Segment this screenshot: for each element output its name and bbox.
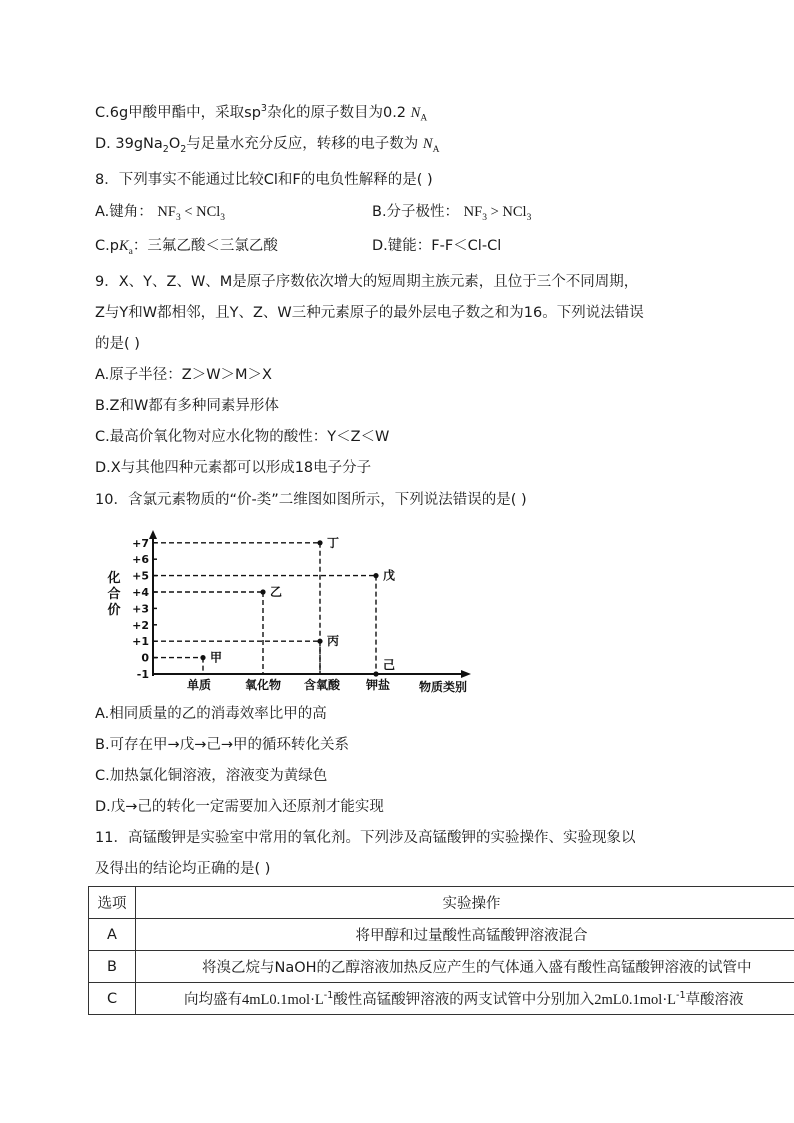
header-operation: 实验操作 xyxy=(136,887,794,919)
q11-stem-line1: 11．高锰酸钾是实验室中常用的氧化剂。下列涉及高锰酸钾的实验操作、实验现象以 xyxy=(95,830,636,846)
row-c-end: 草酸溶液 xyxy=(685,992,744,1008)
q8-a-prefix: A.键角： xyxy=(95,204,153,220)
row-c-operation xyxy=(136,983,794,1015)
q10-option-a: A.相同质量的乙的消毒效率比甲的高 xyxy=(95,706,327,722)
q11-stem-line2: 及得出的结论均正确的是( ) xyxy=(95,861,271,877)
q9-stem-line1: 9．X、Y、Z、W、M是原子序数依次增大的短周期主族元素，且位于三个不同周期， xyxy=(95,274,639,290)
data-point-乙 xyxy=(260,589,265,594)
row-c-conc1: 4mL0.1mol·L xyxy=(242,992,324,1008)
y-axis-label: 化 xyxy=(107,571,121,586)
q7-c-na: N xyxy=(410,104,421,121)
q7-d-mid: 与足量水充分反应，转移的电子数为 xyxy=(186,136,419,152)
q8-c-k: K xyxy=(118,238,129,254)
q7-d-o: O xyxy=(168,136,181,152)
y-tick-label: 0 xyxy=(141,651,149,665)
x-tick-label: 含氧酸 xyxy=(303,678,341,692)
y-tick-label: +3 xyxy=(132,602,149,616)
q10-option-b: B.可存在甲→戊→己→甲的循环转化关系 xyxy=(95,737,350,753)
q9-option-c: C.最高价氧化物对应水化物的酸性：Y＜Z＜W xyxy=(95,429,390,445)
q9-stem-line2: Z与Y和W都相邻，且Y、Z、W三种元素原子的最外层电子数之和为16。下列说法错误 xyxy=(95,305,644,321)
q8-b-f2: NCl xyxy=(502,204,527,220)
q7-c-na-sub: A xyxy=(420,113,428,124)
q8-b-f1: NF xyxy=(463,204,483,220)
y-tick-label: -1 xyxy=(136,668,149,681)
q8-c-rest: ：三氟乙酸＜三氯乙酸 xyxy=(132,238,278,254)
q9-option-b: B.Z和W都有多种同素异形体 xyxy=(95,398,279,414)
row-a-option: A xyxy=(89,919,136,951)
y-tick-label: +6 xyxy=(132,553,149,567)
row-a-operation: 将甲醇和过量酸性高锰酸钾溶液混合 xyxy=(136,919,794,951)
q7-option-d xyxy=(95,134,439,160)
point-label-乙: 乙 xyxy=(270,585,283,599)
table-row xyxy=(89,983,794,1015)
q8-a-s1: 3 xyxy=(175,212,181,223)
y-tick-label: +4 xyxy=(132,586,149,599)
q8-option-d: D.键能：F-F＜Cl-Cl xyxy=(372,238,502,254)
q8-a-formula xyxy=(157,204,226,223)
q8-a-op: < xyxy=(180,204,197,220)
y-tick-label: +5 xyxy=(132,569,149,583)
x-tick-label: 氧化物 xyxy=(244,678,282,692)
table-row xyxy=(89,919,794,951)
row-c-sup1: -1 xyxy=(323,990,334,1002)
point-label-甲: 甲 xyxy=(210,650,223,665)
row-c-option: C xyxy=(89,983,136,1015)
q8-a-s2: 3 xyxy=(220,212,226,223)
point-label-己: 己 xyxy=(383,658,396,672)
q8-option-a xyxy=(95,202,225,228)
chart-svg xyxy=(95,527,477,697)
q8-a-f2: NCl xyxy=(196,204,221,220)
x-tick-label: 钾盐 xyxy=(365,678,391,692)
q8-b-s2: 3 xyxy=(526,212,532,223)
data-point-己 xyxy=(373,671,378,676)
valence-class-chart xyxy=(95,527,477,697)
q8-c-ksub: a xyxy=(128,246,133,257)
q7-d-sub2: 2 xyxy=(180,143,187,155)
q7-d-sub1: 2 xyxy=(162,143,169,155)
q11-table xyxy=(88,886,794,1015)
q9-option-d: D.X与其他四种元素都可以形成18电子分子 xyxy=(95,460,372,476)
table-header-row xyxy=(89,887,794,919)
row-b-option: B xyxy=(89,951,136,983)
q7-d-na-sub: A xyxy=(432,144,440,155)
data-point-甲 xyxy=(200,655,205,660)
point-label-丁: 丁 xyxy=(327,535,340,550)
y-tick-label: +1 xyxy=(132,635,149,649)
q10-option-d: D.戊→己的转化一定需要加入还原剂才能实现 xyxy=(95,799,384,815)
table-row xyxy=(89,951,794,983)
header-option: 选项 xyxy=(89,887,136,919)
q8-c-prefix: C.p xyxy=(95,238,119,254)
row-c-mid: 酸性高锰酸钾溶液的两支试管中分别加入 xyxy=(333,992,595,1008)
q10-option-c: C.加热氯化铜溶液，溶液变为黄绿色 xyxy=(95,768,328,784)
y-axis-label: 合 xyxy=(107,587,121,602)
q7-c-sup: 3 xyxy=(260,103,267,114)
y-axis-arrow xyxy=(149,530,157,539)
q10-stem: 10．含氯元素物质的“价-类”二维图如图所示，下列说法错误的是( ) xyxy=(95,492,527,508)
q7-option-c xyxy=(95,99,427,129)
row-b-operation-text: 将溴乙烷与NaOH的乙醇溶液加热反应产生的气体通入盛有酸性高锰酸钾溶液的试管中 xyxy=(202,960,752,976)
x-tick-label: 单质 xyxy=(186,678,212,692)
q8-b-op: > xyxy=(486,204,503,220)
q7-d-prefix: D. 39gNa xyxy=(95,136,163,152)
q7-d-na: N xyxy=(422,136,433,152)
point-label-戊: 戊 xyxy=(383,568,396,583)
y-tick-label: +2 xyxy=(132,618,149,632)
q7-c-mid: 杂化的原子数目为0.2 xyxy=(266,104,407,121)
q8-a-f1: NF xyxy=(157,204,176,220)
data-point-丁 xyxy=(317,540,322,545)
q8-stem: 8．下列事实不能通过比较Cl和F的电负性解释的是( ) xyxy=(95,172,433,188)
row-c-sup2: -1 xyxy=(676,990,686,1002)
row-b-operation xyxy=(136,951,794,983)
y-tick-label: +7 xyxy=(132,536,149,550)
point-label-丙: 丙 xyxy=(327,634,340,649)
q8-b-prefix: B.分子极性： xyxy=(372,204,460,220)
row-c-conc2: 2mL0.1mol·L xyxy=(594,992,677,1008)
data-point-戊 xyxy=(373,573,378,578)
x-axis-label: 物质类别 xyxy=(419,680,468,694)
q9-stem-line3: 的是( ) xyxy=(95,336,140,352)
q8-b-formula xyxy=(463,204,532,223)
q9-option-a: A.原子半径：Z＞W＞M＞X xyxy=(95,367,272,383)
row-c-prefix: 向均盛有 xyxy=(184,992,242,1008)
q8-b-s1: 3 xyxy=(482,212,487,223)
q7-c-text: C.6g甲酸甲酯中，采取sp xyxy=(95,104,261,121)
q8-option-b xyxy=(372,202,531,228)
x-axis-arrow xyxy=(461,670,471,678)
q8-option-c xyxy=(95,236,278,262)
y-axis-label: 价 xyxy=(107,603,121,618)
